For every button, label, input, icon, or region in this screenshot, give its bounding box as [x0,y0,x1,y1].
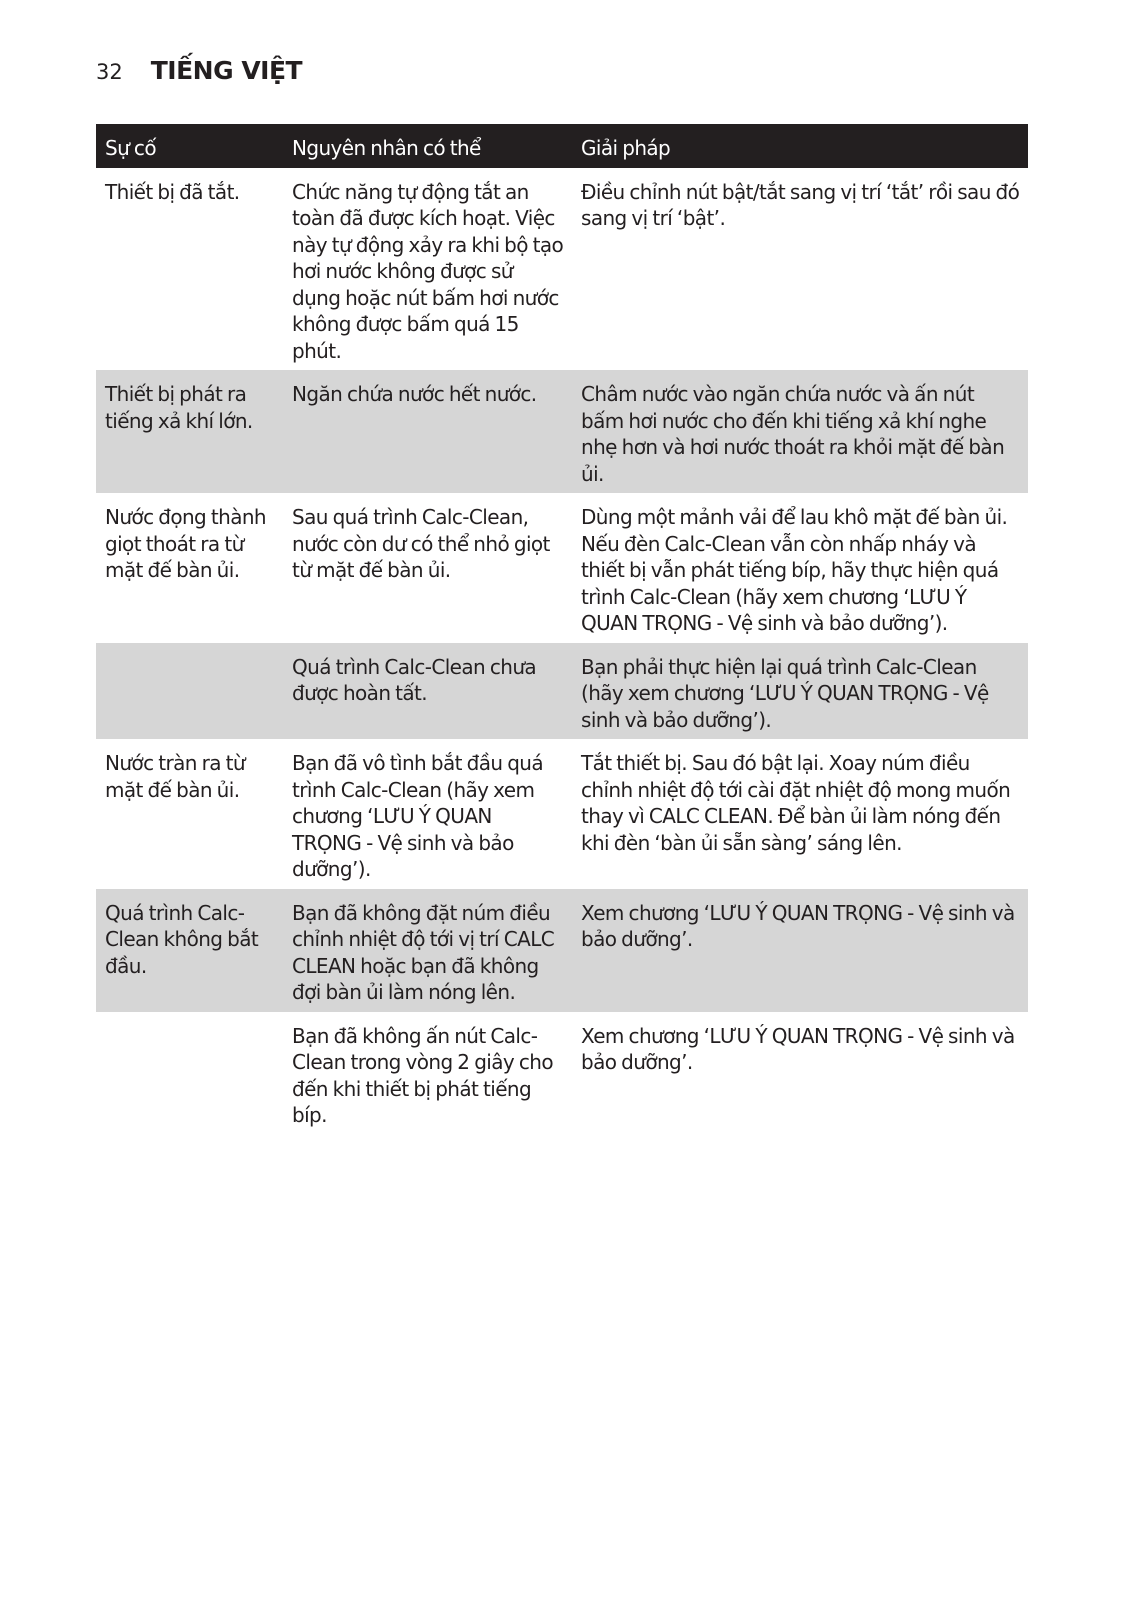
problem-cell [96,1012,283,1135]
problem-cell: Nước đọng thành giọt thoát ra từ mặt đế bàn ủi. [105,505,267,582]
cause-cell: Bạn đã vô tình bắt đầu quá trình Calc-Clean (hãy xem chương ‘LƯU Ý QUAN TRỌNG - Vệ sinh và bảo dưỡng’). [292,751,544,881]
cause-cell: Chức năng tự động tắt an toàn đã được kích hoạt. Việc này tự động xảy ra khi bộ tạo hơi nước không được sử dụng hoặc nút bấm hơi nước không được bấm quá 15 phút. [292,179,564,363]
table-row [96,168,1028,371]
solution-cell: Xem chương ‘LƯU Ý QUAN TRỌNG - Vệ sinh và bảo dưỡng’. [572,889,1028,1012]
cause-cell: Bạn đã không đặt núm điều chỉnh nhiệt độ tới vị trí CALC CLEAN hoặc bạn đã không đợi bàn ủi làm nóng lên. [283,889,572,1012]
cause-cell: Bạn đã không ấn nút Calc-Clean trong vòng 2 giây cho đến khi thiết bị phát tiếng bíp. [292,1023,553,1127]
solution-cell: Bạn phải thực hiện lại quá trình Calc-Clean (hãy xem chương ‘LƯU Ý QUAN TRỌNG - Vệ sinh và bảo dưỡng’). [572,643,1028,740]
solution-cell: Tắt thiết bị. Sau đó bật lại. Xoay núm điều chỉnh nhiệt độ tới cài đặt nhiệt độ mong muốn thay vì CALC CLEAN. Để bàn ủi làm nóng đến khi đèn ‘bàn ủi sẵn sàng’ sáng lên. [581,751,1011,855]
table-row [96,889,1028,1012]
table-row [96,1012,1028,1135]
page-header [96,56,302,85]
table-row [96,643,1028,740]
cause-cell: Ngăn chứa nước hết nước. [283,370,572,493]
column-header-cause: Nguyên nhân có thể [283,124,572,168]
problem-cell: Thiết bị phát ra tiếng xả khí lớn. [96,370,283,493]
page-number: 32 [96,60,123,84]
column-header-problem: Sự cố [96,124,283,168]
troubleshooting-table [96,124,1028,1135]
solution-cell: Châm nước vào ngăn chứa nước và ấn nút bấm hơi nước cho đến khi tiếng xả khí nghe nhẹ hơn và hơi nước thoát ra khỏi mặt đế bàn ủi. [572,370,1028,493]
table-row [96,493,1028,643]
solution-cell: Dùng một mảnh vải để lau khô mặt đế bàn ủi. Nếu đèn Calc-Clean vẫn còn nhấp nháy và thiết bị vẫn phát tiếng bíp, hãy thực hiện quá trình Calc-Clean (hãy xem chương ‘LƯU Ý QUAN TRỌNG - Vệ sinh và bảo dưỡng’). [581,505,1008,635]
table-header-row [96,124,1028,168]
problem-cell [96,643,283,740]
problem-cell: Quá trình Calc-Clean không bắt đầu. [96,889,283,1012]
solution-cell: Điều chỉnh nút bật/tắt sang vị trí ‘tắt’ rồi sau đó sang vị trí ‘bật’. [581,179,1020,230]
section-title: TIẾNG VIỆT [150,56,303,85]
cause-cell: Quá trình Calc-Clean chưa được hoàn tất. [283,643,572,740]
solution-cell: Xem chương ‘LƯU Ý QUAN TRỌNG - Vệ sinh và bảo dưỡng’. [581,1023,1015,1074]
table-row [96,739,1028,889]
problem-cell: Nước tràn ra từ mặt đế bàn ủi. [105,751,245,802]
problem-cell: Thiết bị đã tắt. [105,179,240,204]
column-header-solution: Giải pháp [572,124,1028,168]
cause-cell: Sau quá trình Calc-Clean, nước còn dư có thể nhỏ giọt từ mặt đế bàn ủi. [292,505,550,582]
table-row [96,370,1028,493]
